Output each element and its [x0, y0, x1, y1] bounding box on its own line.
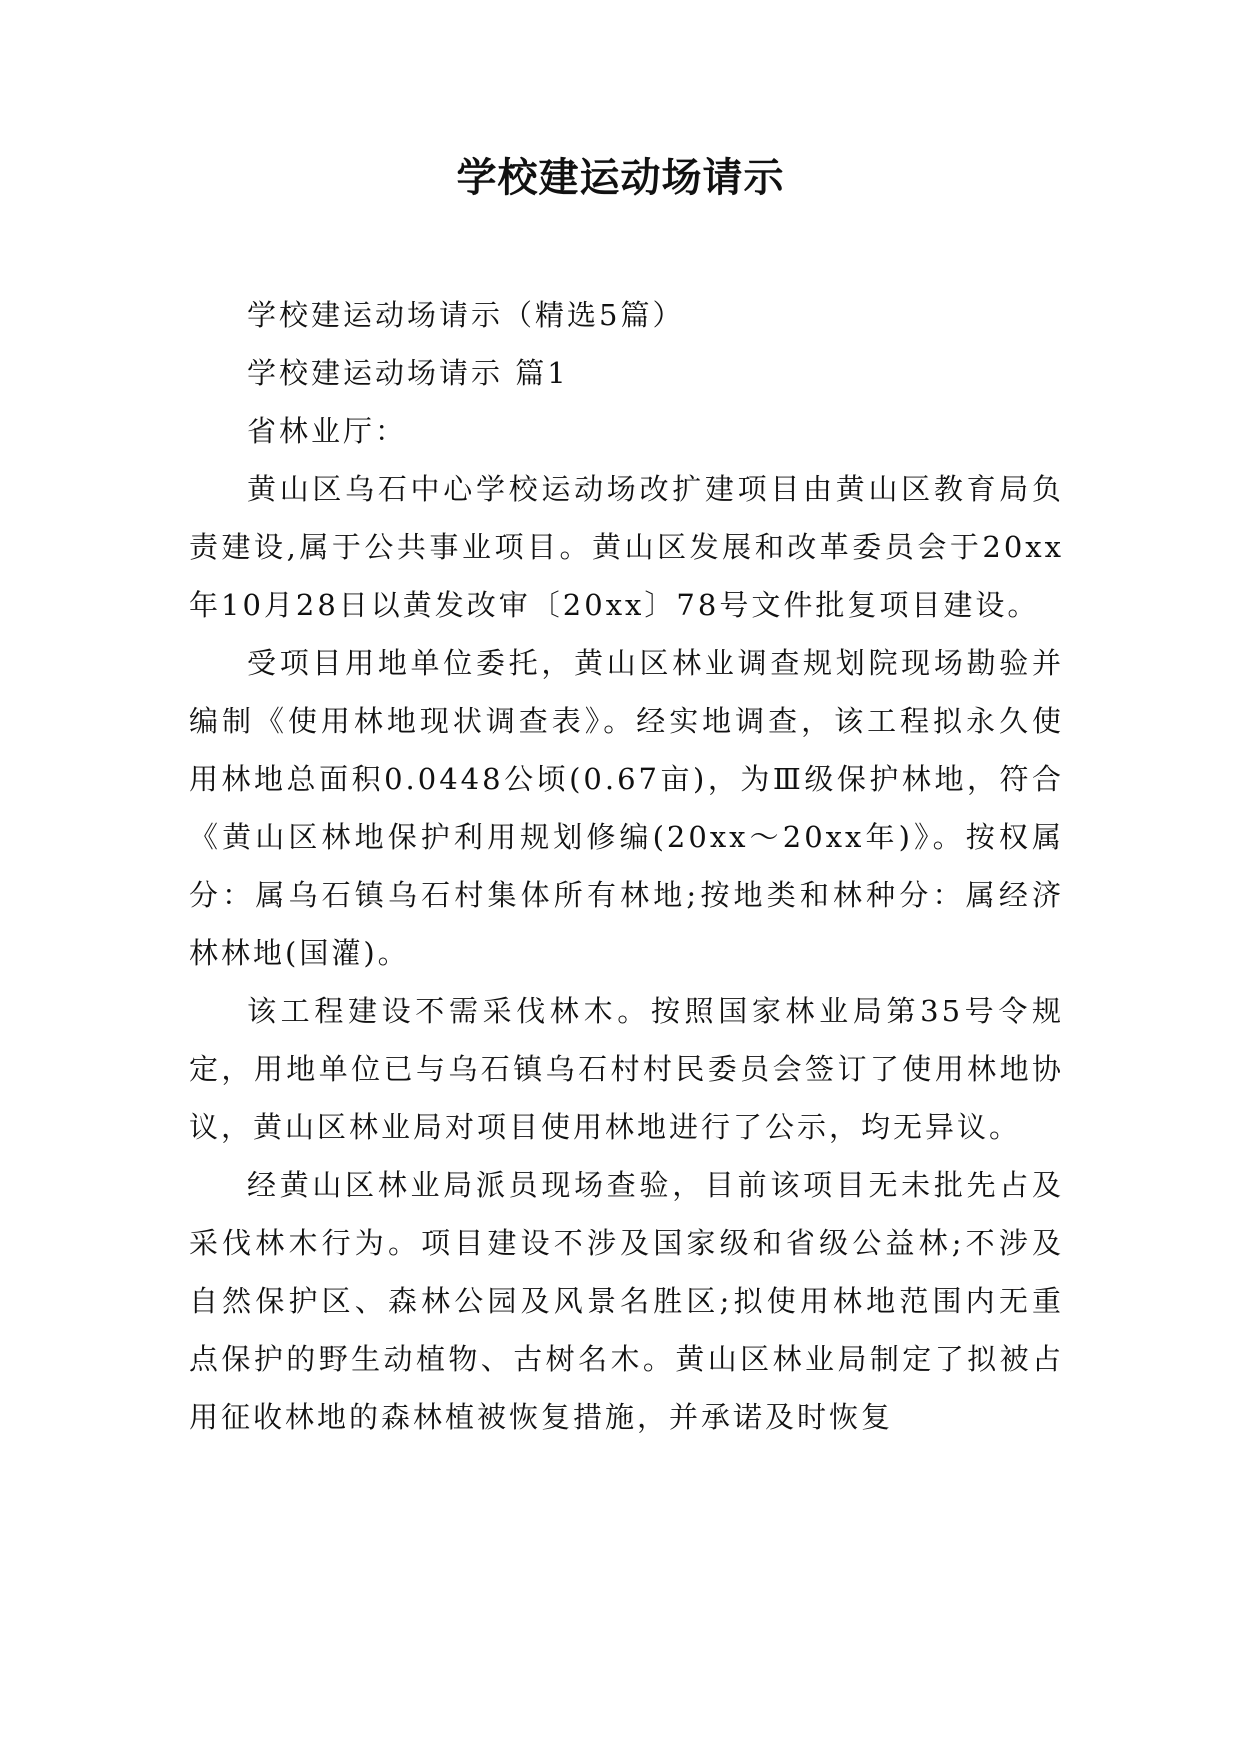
body-paragraph: 受项目用地单位委托，黄山区林业调查规划院现场勘验并编制《使用林地现状调查表》。经实地调查，该工程拟永久使用林地总面积0.0448公顷(0.67亩)，为Ⅲ级保护林地，符合《黄山区林地保护利用规划修编(20xx～20xx年)》。按权属分：属乌石镇乌石村集体所有林地;按地类和林种分：属经济林林地(国灌)。	[189, 646, 1064, 970]
salutation: 省林业厅：	[247, 414, 408, 448]
document-body	[189, 286, 1064, 1446]
section-heading: 学校建运动场请示 篇1	[247, 356, 569, 390]
subtitle-paragraph: 学校建运动场请示（精选5篇）	[247, 298, 685, 332]
document-title: 学校建运动场请示	[456, 155, 785, 201]
body-paragraph: 经黄山区林业局派员现场查验，目前该项目无未批先占及采伐林木行为。项目建设不涉及国家级和省级公益林;不涉及自然保护区、森林公园及风景名胜区;拟使用林地范围内无重点保护的野生动植物、古树名木。黄山区林业局制定了拟被占用征收林地的森林植被恢复措施，并承诺及时恢复	[189, 1168, 1064, 1434]
body-paragraph: 黄山区乌石中心学校运动场改扩建项目由黄山区教育局负责建设,属于公共事业项目。黄山区发展和改革委员会于20xx年10月28日以黄发改审〔20xx〕78号文件批复项目建设。	[189, 472, 1064, 622]
body-paragraph: 该工程建设不需采伐林木。按照国家林业局第35号令规定，用地单位已与乌石镇乌石村村民委员会签订了使用林地协议，黄山区林业局对项目使用林地进行了公示，均无异议。	[189, 994, 1064, 1144]
